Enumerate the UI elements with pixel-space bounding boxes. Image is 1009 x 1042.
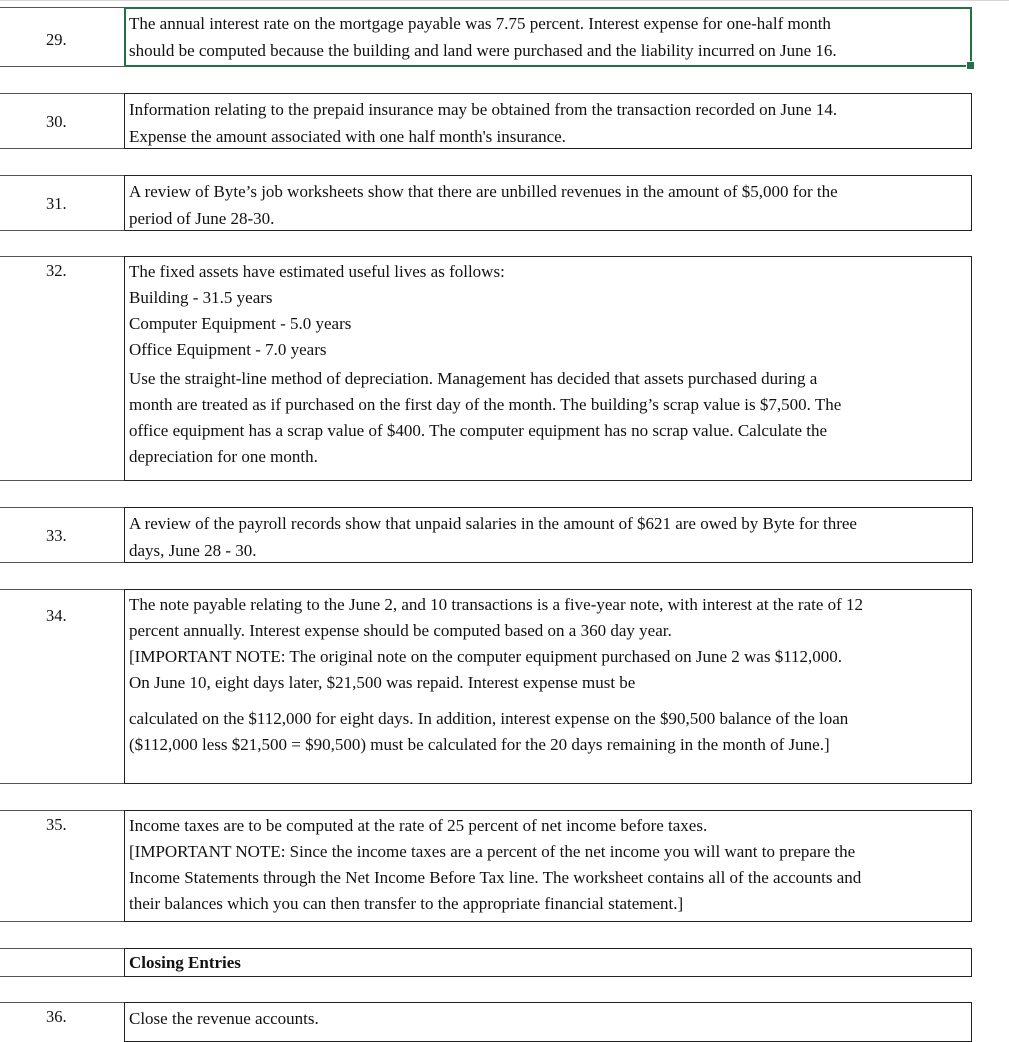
instruction-line: period of June 28-30.	[129, 209, 275, 228]
row-number: 31.	[46, 194, 67, 213]
section-heading-cell[interactable]	[124, 948, 972, 977]
table-row	[0, 7, 1009, 67]
table-row	[0, 589, 1009, 784]
row-number-cell[interactable]	[0, 507, 124, 563]
table-row	[0, 507, 1009, 563]
table-row	[0, 948, 1009, 977]
instruction-line: Building - 31.5 years	[129, 288, 273, 307]
row-number-cell[interactable]	[0, 256, 124, 481]
instruction-line: office equipment has a scrap value of $400. The computer equipment has no scrap value. Calculate the	[129, 421, 828, 440]
instruction-line: [IMPORTANT NOTE: The original note on the computer equipment purchased on June 2 was $112,000.	[129, 647, 843, 666]
instruction-line: month are treated as if purchased on the first day of the month. The building’s scrap value is $7,500. The	[129, 395, 842, 414]
instruction-line: Expense the amount associated with one half month's insurance.	[129, 127, 566, 146]
instruction-line: A review of the payroll records show that unpaid salaries in the amount of $621 are owed by Byte for three	[129, 514, 857, 533]
table-row	[0, 1002, 1009, 1042]
instruction-line: calculated on the $112,000 for eight days. In addition, interest expense on the $90,500 balance of the loan	[129, 709, 849, 728]
instruction-cell[interactable]	[124, 256, 972, 481]
table-row	[0, 810, 1009, 922]
instruction-cell[interactable]	[124, 1002, 972, 1042]
table-row	[0, 93, 1009, 149]
fill-handle[interactable]	[966, 61, 975, 70]
row-number: 29.	[46, 30, 67, 49]
instruction-line: depreciation for one month.	[129, 447, 318, 466]
instruction-line: Income taxes are to be computed at the rate of 25 percent of net income before taxes.	[129, 816, 708, 835]
section-heading: Closing Entries	[129, 953, 241, 972]
row-number: 30.	[46, 112, 67, 131]
row-number-cell[interactable]	[0, 7, 124, 67]
instruction-line: A review of Byte’s job worksheets show that there are unbilled revenues in the amount of $5,000 for the	[129, 182, 838, 201]
instruction-cell[interactable]	[124, 810, 972, 922]
instruction-line: Close the revenue accounts.	[129, 1009, 319, 1028]
row-number-cell[interactable]	[0, 810, 124, 922]
table-row	[0, 175, 1009, 231]
instruction-cell[interactable]	[124, 93, 972, 149]
row-number: 33.	[46, 526, 67, 545]
row-number-cell[interactable]	[0, 1002, 124, 1042]
instruction-line: Income Statements through the Net Income Before Tax line. The worksheet contains all of the accounts and	[129, 868, 862, 887]
row-number: 35.	[46, 815, 67, 834]
instruction-cell[interactable]	[124, 589, 972, 784]
row-number-cell[interactable]	[0, 589, 124, 784]
row-number-cell[interactable]	[0, 93, 124, 149]
instruction-line: On June 10, eight days later, $21,500 was repaid. Interest expense must be	[129, 673, 636, 692]
instruction-line: should be computed because the building and land were purchased and the liability incurred on June 16.	[129, 41, 837, 60]
instruction-cell[interactable]	[124, 175, 972, 231]
row-number-cell[interactable]	[0, 948, 124, 977]
table-row	[0, 256, 1009, 481]
instruction-line: Office Equipment - 7.0 years	[129, 340, 327, 359]
instruction-line: Use the straight-line method of depreciation. Management has decided that assets purchased during a	[129, 369, 818, 388]
instruction-line: their balances which you can then transfer to the appropriate financial statement.]	[129, 894, 684, 913]
sheet-top-gridline	[0, 0, 1009, 1]
row-number: 32.	[46, 261, 67, 280]
instruction-cell[interactable]	[124, 507, 973, 563]
instruction-line: The annual interest rate on the mortgage payable was 7.75 percent. Interest expense for one-half month	[129, 14, 831, 33]
instruction-line: The fixed assets have estimated useful lives as follows:	[129, 262, 505, 281]
instruction-line: The note payable relating to the June 2, and 10 transactions is a five-year note, with interest at the rate of 12	[129, 595, 864, 614]
row-number-cell[interactable]	[0, 175, 124, 231]
row-number: 36.	[46, 1007, 67, 1026]
instruction-cell[interactable]	[124, 7, 972, 67]
instruction-line: Information relating to the prepaid insurance may be obtained from the transaction recorded on June 14.	[129, 100, 838, 119]
instruction-line: ($112,000 less $21,500 = $90,500) must be calculated for the 20 days remaining in the month of June.]	[129, 735, 830, 754]
row-number: 34.	[46, 606, 67, 625]
instruction-line: days, June 28 - 30.	[129, 541, 257, 560]
instruction-line: [IMPORTANT NOTE: Since the income taxes are a percent of the net income you will want to prepare the	[129, 842, 856, 861]
instruction-line: percent annually. Interest expense should be computed based on a 360 day year.	[129, 621, 672, 640]
instruction-line: Computer Equipment - 5.0 years	[129, 314, 352, 333]
